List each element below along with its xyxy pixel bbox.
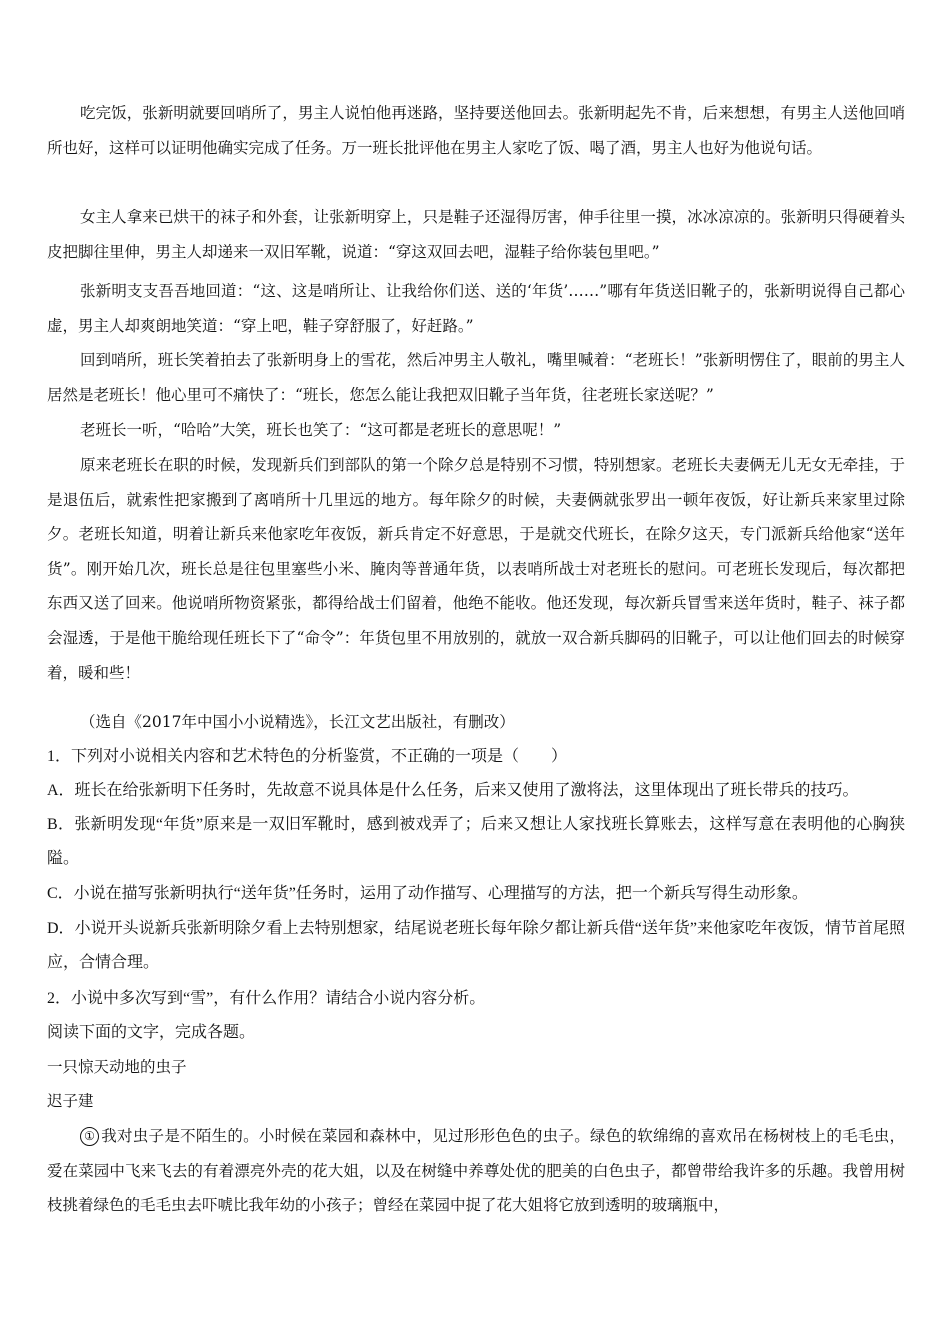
question-1-option-d: D．小说开头说新兵张新明除夕看上去特别想家，结尾说老班长每年除夕都让新兵借“送年货”来他家吃年夜饭，情节首尾照应，合情合理。 bbox=[47, 920, 905, 972]
source-citation: （选自《2017年中国小小说精选》，长江文艺出版社，有删改） bbox=[80, 713, 515, 731]
essay-title: 一只惊天动地的虫子 bbox=[47, 1058, 187, 1076]
question-1-option-c: C．小说在描写张新明执行“送年货”任务时，运用了动作描写、心理描写的方法，把一个新兵写得生动形象。 bbox=[47, 885, 808, 902]
question-1-option-b: B．张新明发现“年货”原来是一双旧军靴时，感到被戏弄了；后来又想让人家找班长算账去，这样写意在表明他的心胸狭隘。 bbox=[47, 816, 905, 868]
reading-instruction: 阅读下面的文字，完成各题。 bbox=[47, 1024, 256, 1041]
story-paragraph-3: 张新明支支吾吾地回道：“这、这是哨所让、让我给你们送、送的‘年货’……”哪有年货送旧靴子的，张新明说得自己都心虚，男主人却爽朗地笑道：“穿上吧，鞋子穿舒服了，好赶路。” bbox=[47, 282, 905, 335]
paragraph-number-marker: ① bbox=[80, 1127, 99, 1146]
question-1-stem: 1．下列对小说相关内容和艺术特色的分析鉴赏，不正确的一项是（ ） bbox=[47, 748, 568, 765]
question-1-option-a: A．班长在给张新明下任务时，先故意不说具体是什么任务，后来又使用了激将法，这里体现出了班长带兵的技巧。 bbox=[47, 782, 859, 799]
essay-paragraph-1 bbox=[47, 1119, 905, 1223]
story-paragraph-6: 原来老班长在职的时候，发现新兵们到部队的第一个除夕总是特别不习惯，特别想家。老班长夫妻俩无儿无女无牵挂，于是退伍后，就索性把家搬到了离哨所十几里远的地方。每年除夕的时候，夫妻俩就张罗出一顿年夜饭，好让新兵来家里过除夕。老班长知道，明着让新兵来他家吃年夜饭，新兵肯定不好意思，于是就交代班长，在除夕这天，专门派新兵给他家“送年货”。刚开始几次，班长总是往包里塞些小米、腌肉等普通年货，以表哨所战士对老班长的慰问。可老班长发现后，每次都把东西又送了回来。他说哨所物资紧张，都得给战士们留着，他绝不能收。他还发现，每次新兵冒雪来送年货时，鞋子、袜子都会湿透，于是他干脆给现任班长下了“命令”：年货包里不用放别的，就放一双合新兵脚码的旧靴子，可以让他们回去的时候穿着，暖和些！ bbox=[47, 456, 905, 682]
story-paragraph-5: 老班长一听，“哈哈”大笑，班长也笑了：“这可都是老班长的意思呢！” bbox=[80, 421, 562, 439]
question-2: 2．小说中多次写到“雪”，有什么作用？请结合小说内容分析。 bbox=[47, 990, 486, 1007]
story-paragraph-4: 回到哨所，班长笑着拍去了张新明身上的雪花，然后冲男主人敬礼，嘴里喊着：“老班长！”张新明愣住了，眼前的男主人居然是老班长！他心里可不痛快了：“班长，您怎么能让我把双旧靴子当年货，往老班长家送呢？” bbox=[47, 351, 905, 404]
essay-paragraph-1-text: 我对虫子是不陌生的。小时候在菜园和森林中，见过形形色色的虫子。绿色的软绵绵的喜欢吊在杨树枝上的毛毛虫，爱在菜园中飞来飞去的有着漂亮外壳的花大姐，以及在树缝中养尊处优的肥美的白色虫子，都曾带给我许多的乐趣。我曾用树枝挑着绿色的毛毛虫去吓唬比我年幼的小孩子；曾经在菜园中捉了花大姐将它放到透明的玻璃瓶中， bbox=[47, 1127, 905, 1215]
story-paragraph-1: 吃完饭，张新明就要回哨所了，男主人说怕他再迷路，坚持要送他回去。张新明起先不肯，后来想想，有男主人送他回哨所也好，这样可以证明他确实完成了任务。万一班长批评他在男主人家吃了饭、喝了酒，男主人也好为他说句话。 bbox=[47, 104, 905, 157]
essay-author: 迟子建 bbox=[47, 1092, 94, 1110]
story-paragraph-2: 女主人拿来已烘干的袜子和外套，让张新明穿上，只是鞋子还湿得厉害，伸手往里一摸，冰冰凉凉的。张新明只得硬着头皮把脚往里伸，男主人却递来一双旧军靴，说道：“穿这双回去吧，湿鞋子给你装包里吧。” bbox=[47, 208, 905, 261]
